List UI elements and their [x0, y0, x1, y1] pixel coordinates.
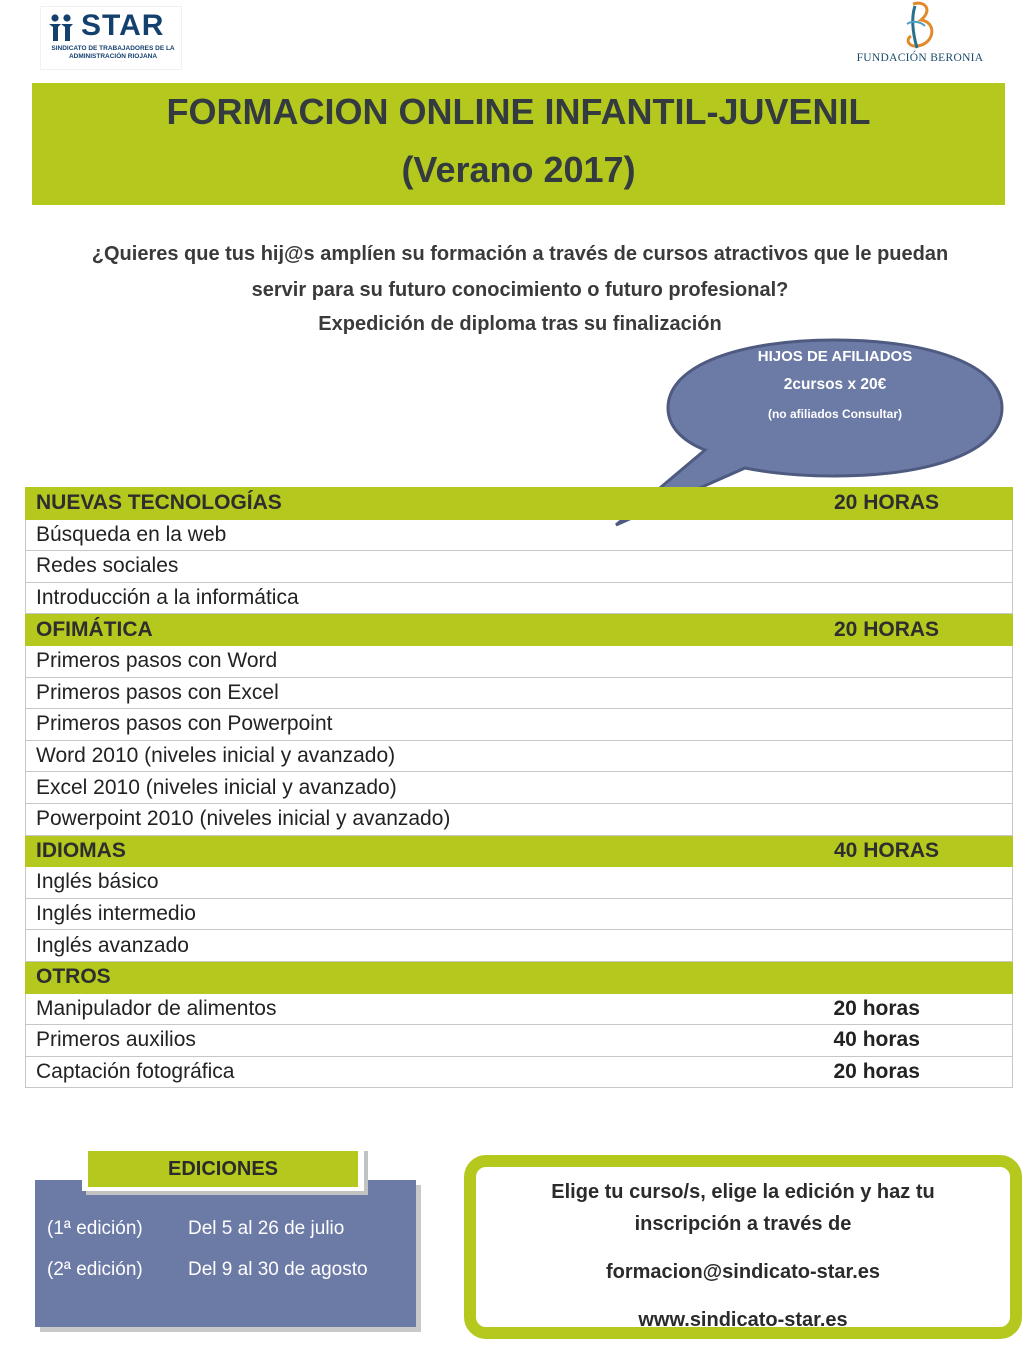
category-row [26, 488, 1013, 520]
category-hours: 20 HORAS [834, 488, 1013, 520]
course-name: Primeros pasos con Powerpoint [26, 709, 834, 741]
course-hours [834, 551, 1013, 583]
title-banner [32, 83, 1005, 205]
course-name: Primeros pasos con Excel [26, 677, 834, 709]
course-name: Primeros pasos con Word [26, 645, 834, 677]
contact-box [464, 1155, 1022, 1339]
course-row [26, 740, 1013, 772]
category-name: IDIOMAS [26, 835, 834, 867]
contact-line-1: Elige tu curso/s, elige la edición y haz tu [551, 1181, 935, 1203]
course-hours [834, 803, 1013, 835]
course-name: Búsqueda en la web [26, 519, 834, 551]
course-row [26, 1025, 1013, 1057]
course-name: Manipulador de alimentos [26, 993, 834, 1025]
beronia-logo [855, 0, 985, 72]
callout-line-3: (no afiliados Consultar) [767, 407, 902, 421]
course-name: Introducción a la informática [26, 582, 834, 614]
course-name: Redes sociales [26, 551, 834, 583]
course-row [26, 772, 1013, 804]
category-hours [834, 961, 1013, 993]
intro-line-1: ¿Quieres que tus hij@s amplíen su formación a través de cursos atractivos que le puedan [91, 243, 949, 265]
page-title: FORMACION ONLINE INFANTIL-JUVENIL [166, 91, 871, 132]
star-logo-subtitle: SINDICATO DE TRABAJADORES DE LA ADMINISTRACIÓN RIOJANA [51, 45, 175, 60]
course-hours [834, 867, 1013, 899]
course-hours [834, 709, 1013, 741]
course-row [26, 551, 1013, 583]
course-row [26, 677, 1013, 709]
course-name: Excel 2010 (niveles inicial y avanzado) [26, 772, 834, 804]
course-name: Word 2010 (niveles inicial y avanzado) [26, 740, 834, 772]
course-hours [834, 519, 1013, 551]
editions-heading: EDICIONES [88, 1151, 358, 1187]
editions-panel [35, 1180, 416, 1327]
course-hours [834, 930, 1013, 962]
edition-label: (2ª edición) [47, 1259, 143, 1280]
course-name: Primeros auxilios [26, 1025, 834, 1057]
course-row [26, 645, 1013, 677]
category-name: NUEVAS TECNOLOGÍAS [26, 488, 834, 520]
course-row [26, 867, 1013, 899]
category-hours: 20 HORAS [834, 614, 1013, 646]
intro-line-2: servir para su futuro conocimiento o futuro profesional? [251, 279, 789, 301]
category-name: OFIMÁTICA [26, 614, 834, 646]
course-name: Captación fotográfica [26, 1056, 834, 1088]
course-row [26, 1056, 1013, 1088]
course-hours [834, 898, 1013, 930]
edition-dates: Del 5 al 26 de julio [188, 1218, 345, 1239]
course-row [26, 519, 1013, 551]
course-hours: 20 horas [834, 1056, 1013, 1088]
category-hours: 40 HORAS [834, 835, 1013, 867]
category-row [26, 835, 1013, 867]
course-row [26, 582, 1013, 614]
course-table [25, 487, 1013, 1088]
course-row [26, 709, 1013, 741]
course-hours: 20 horas [834, 993, 1013, 1025]
star-logo [40, 6, 182, 70]
editions-heading-box [82, 1147, 364, 1191]
beronia-logo-name: FUNDACIÓN BERONIA [856, 52, 984, 64]
course-name: Inglés intermedio [26, 898, 834, 930]
course-hours [834, 645, 1013, 677]
page-subtitle: (Verano 2017) [401, 149, 636, 190]
edition-dates: Del 9 al 30 de agosto [188, 1259, 368, 1280]
course-hours [834, 677, 1013, 709]
edition-label: (1ª edición) [47, 1218, 143, 1239]
course-row [26, 993, 1013, 1025]
course-row [26, 898, 1013, 930]
contact-line-2: inscripción a través de [634, 1213, 852, 1235]
category-name: OTROS [26, 961, 834, 993]
course-hours [834, 772, 1013, 804]
contact-email-link[interactable]: formacion@sindicato-star.es [605, 1261, 881, 1283]
people-icon [47, 13, 79, 43]
callout-line-1: HIJOS DE AFILIADOS [757, 348, 913, 365]
intro-line-3: Expedición de diploma tras su finalización [318, 313, 722, 335]
course-name: Inglés avanzado [26, 930, 834, 962]
course-name: Inglés básico [26, 867, 834, 899]
course-row [26, 930, 1013, 962]
callout-line-2: 2cursos x 20€ [783, 376, 887, 393]
course-name: Powerpoint 2010 (niveles inicial y avanzado) [26, 803, 834, 835]
star-logo-name: STAR [81, 9, 165, 42]
course-hours: 40 horas [834, 1025, 1013, 1057]
beronia-emblem-icon [855, 0, 985, 52]
course-hours [834, 582, 1013, 614]
category-row [26, 961, 1013, 993]
category-row [26, 614, 1013, 646]
course-row [26, 803, 1013, 835]
contact-web-link[interactable]: www.sindicato-star.es [638, 1309, 848, 1331]
course-hours [834, 740, 1013, 772]
